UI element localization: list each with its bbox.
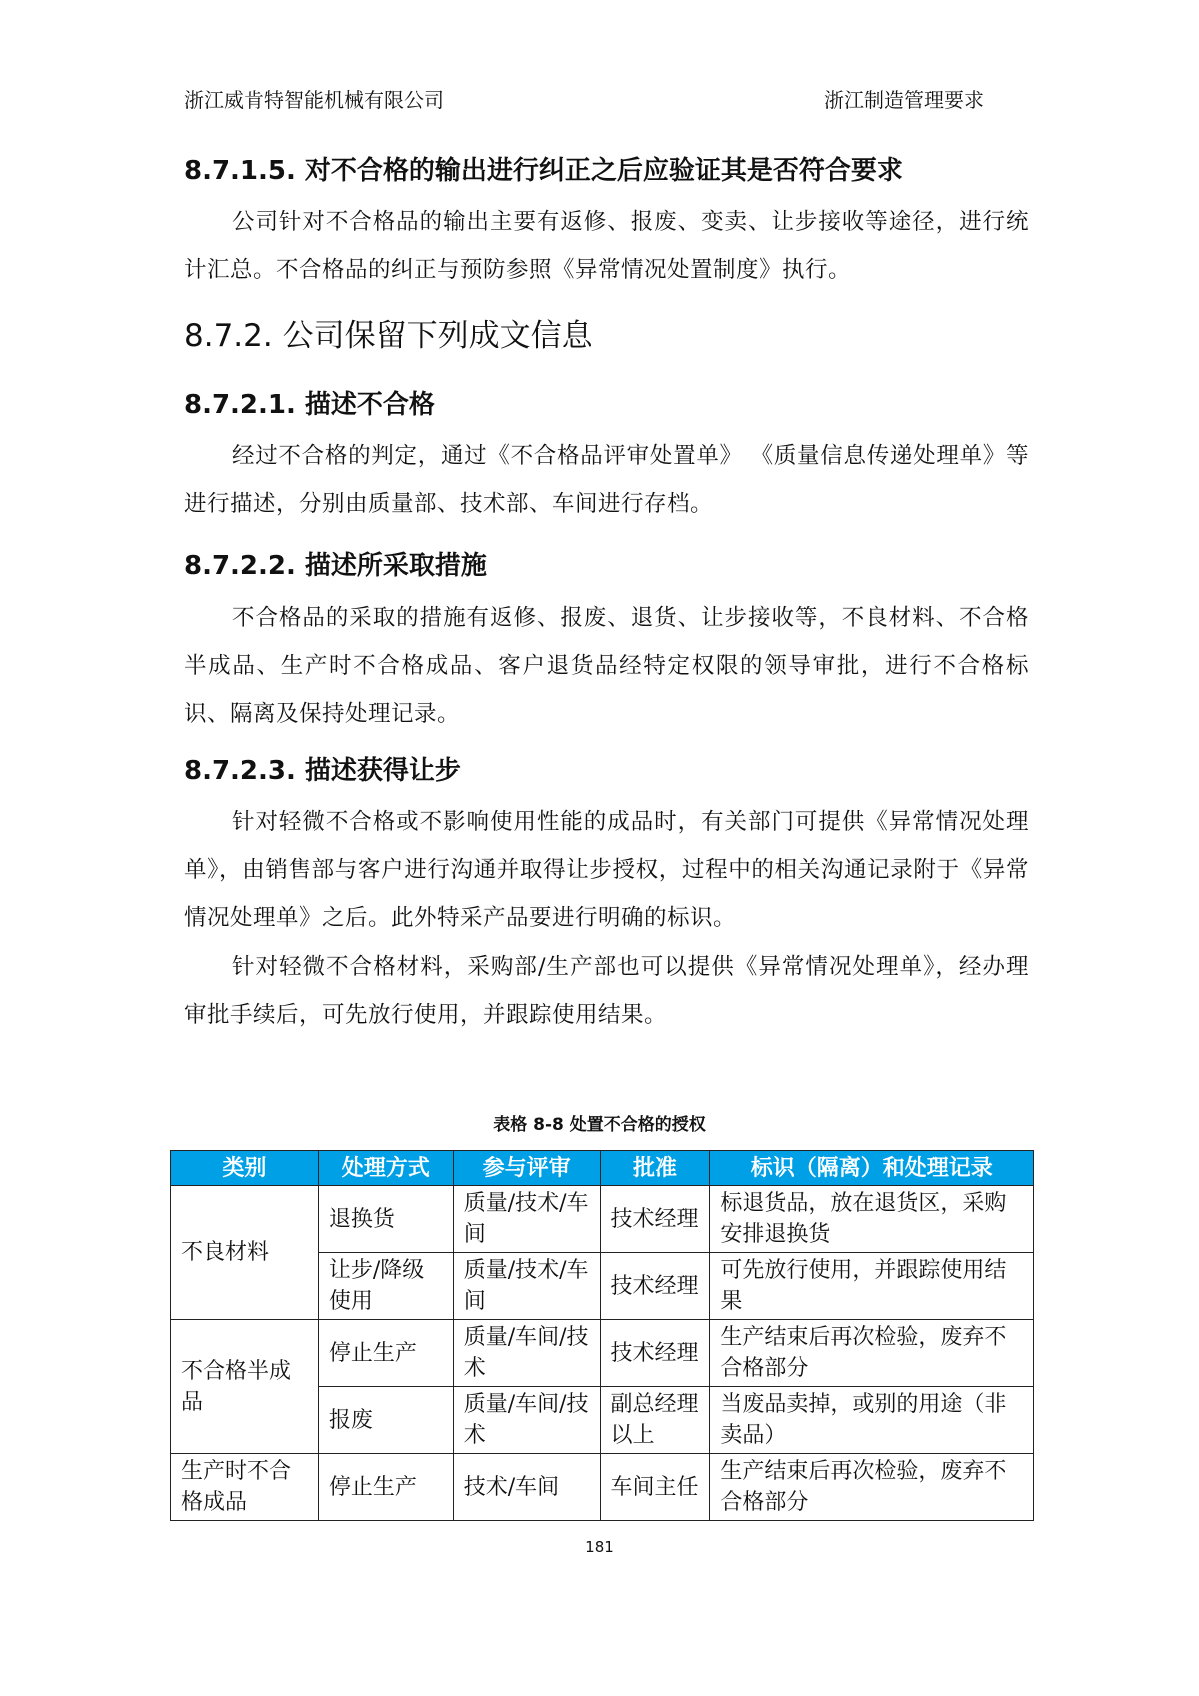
approval-cell: 技术经理 — [600, 1186, 710, 1253]
method-cell: 退换货 — [318, 1186, 453, 1253]
paragraph-8-7-2-3-b: 针对轻微不合格材料，采购部/生产部也可以提供《异常情况处理单》，经办理审批手续后，可先放行使用，并跟踪使用结果。 — [184, 954, 1029, 1028]
review-cell: 质量/车间/技术 — [453, 1387, 600, 1454]
review-cell: 质量/技术/车间 — [453, 1186, 600, 1253]
table-row — [171, 1454, 1034, 1521]
header-review: 参与评审 — [453, 1151, 600, 1186]
category-cell: 不合格半成品 — [171, 1320, 319, 1454]
document-title: 浙江制造管理要求 — [824, 88, 984, 112]
method-cell: 停止生产 — [318, 1320, 453, 1387]
approval-cell: 技术经理 — [600, 1253, 710, 1320]
header-approval: 批准 — [600, 1151, 710, 1186]
header-category: 类别 — [171, 1151, 319, 1186]
table-row — [171, 1320, 1034, 1387]
category-cell: 不良材料 — [171, 1186, 319, 1320]
heading-8-7-2-3: 8.7.2.3. 描述获得让步 — [184, 756, 461, 786]
page-header — [184, 84, 984, 116]
record-cell: 标退货品，放在退货区，采购安排退换货 — [710, 1186, 1034, 1253]
approval-cell: 技术经理 — [600, 1320, 710, 1387]
review-cell: 质量/技术/车间 — [453, 1253, 600, 1320]
method-cell: 报废 — [318, 1387, 453, 1454]
approval-cell: 副总经理以上 — [600, 1387, 710, 1454]
page-number: 181 — [585, 1538, 614, 1556]
table-header-row — [171, 1151, 1034, 1186]
approval-cell: 车间主任 — [600, 1454, 710, 1521]
company-name: 浙江威肯特智能机械有限公司 — [184, 88, 444, 112]
paragraph-8-7-2-3-a: 针对轻微不合格或不影响使用性能的成品时，有关部门可提供《异常情况处理单》，由销售部与客户进行沟通并取得让步授权，过程中的相关沟通记录附于《异常情况处理单》之后。此外特采产品要进行明确的标识。 — [184, 809, 1029, 931]
authorization-table — [170, 1150, 1034, 1521]
method-cell: 让步/降级使用 — [318, 1253, 453, 1320]
record-cell: 当废品卖掉，或别的用途（非卖品） — [710, 1387, 1034, 1454]
record-cell: 可先放行使用，并跟踪使用结果 — [710, 1253, 1034, 1320]
heading-8-7-2: 8.7.2. 公司保留下列成文信息 — [184, 318, 593, 354]
review-cell: 技术/车间 — [453, 1454, 600, 1521]
heading-8-7-2-2: 8.7.2.2. 描述所采取措施 — [184, 551, 487, 581]
table-row — [171, 1186, 1034, 1253]
header-method: 处理方式 — [318, 1151, 453, 1186]
paragraph-8-7-1-5: 公司针对不合格品的输出主要有返修、报废、变卖、让步接收等途径，进行统计汇总。不合格品的纠正与预防参照《异常情况处置制度》执行。 — [184, 209, 1029, 283]
review-cell: 质量/车间/技术 — [453, 1320, 600, 1387]
record-cell: 生产结束后再次检验，废弃不合格部分 — [710, 1320, 1034, 1387]
paragraph-8-7-2-1: 经过不合格的判定，通过《不合格品评审处置单》 《质量信息传递处理单》等进行描述，分别由质量部、技术部、车间进行存档。 — [184, 443, 1029, 517]
table-caption: 表格 8-8 处置不合格的授权 — [493, 1115, 706, 1135]
method-cell: 停止生产 — [318, 1454, 453, 1521]
header-record: 标识（隔离）和处理记录 — [710, 1151, 1034, 1186]
heading-8-7-1-5: 8.7.1.5. 对不合格的输出进行纠正之后应验证其是否符合要求 — [184, 156, 903, 186]
record-cell: 生产结束后再次检验，废弃不合格部分 — [710, 1454, 1034, 1521]
category-cell: 生产时不合格成品 — [171, 1454, 319, 1521]
paragraph-8-7-2-2: 不合格品的采取的措施有返修、报废、退货、让步接收等，不良材料、不合格半成品、生产时不合格成品、客户退货品经特定权限的领导审批，进行不合格标识、隔离及保持处理记录。 — [184, 605, 1029, 727]
heading-8-7-2-1: 8.7.2.1. 描述不合格 — [184, 390, 435, 420]
